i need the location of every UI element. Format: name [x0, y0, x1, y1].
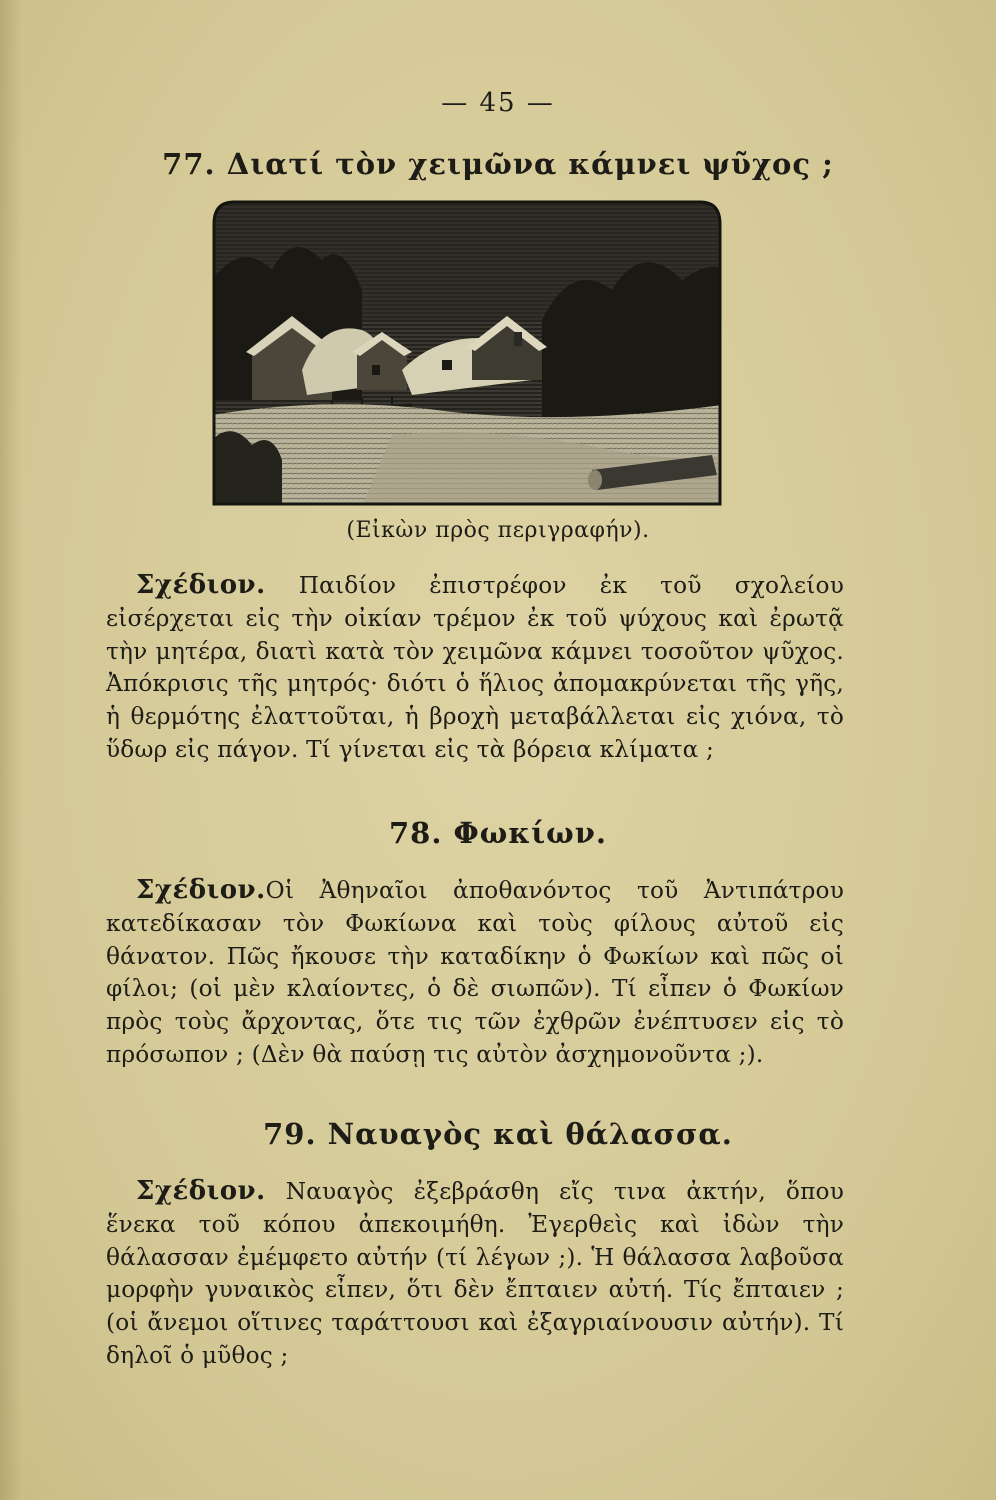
section-78-paragraph	[106, 874, 844, 1072]
winter-village-engraving	[212, 200, 722, 506]
section-79-body: Ναυαγὸς ἐξεβράσθη εἴς τινα ἀκτήν, ὅπου ἕνεκα τοῦ κόπου ἀπεκοιμήθη. Ἐγερθεὶς καὶ ἰδὼν τὴν θάλασσαν ἐμέμφετο αὐτήν (τί λέγων ;). Ἡ θάλασσα λαβοῦσα μορφὴν γυναικὸς εἶπεν, ὅτι δὲν ἔπταιεν αὐτή. Τίς ἔπταιεν ; (οἱ ἄνεμοι οἵτινες ταράττουσι καὶ ἐξαγριαίνουσιν αὐτήν). Τί δηλοῖ ὁ μῦθος ;	[106, 1178, 844, 1369]
section-78-body: Οἱ Ἀθηναῖοι ἀποθανόντος τοῦ Ἀντιπάτρου κατεδίκασαν τὸν Φωκίωνα καὶ τοὺς φίλους αὐτοῦ εἰς θάνατον. Πῶς ἤκουσε τὴν καταδίκην ὁ Φωκίων καὶ πῶς οἱ φίλοι; (οἱ μὲν κλαίοντες, ὁ δὲ σιωπῶν). Τί εἶπεν ὁ Φωκίων πρὸς τοὺς ἄρχοντας, ὅτε τις τῶν ἐχθρῶν ἐνέπτυσεν εἰς τὸ πρόσωπον ; (Δὲν θὰ παύσῃ τις αὐτὸν ἀσχημονοῦντα ;).	[106, 877, 844, 1068]
page-number: — 45 —	[441, 88, 555, 118]
section-77-lead: Σχέδιον.	[136, 570, 266, 600]
section-78-lead: Σχέδιον.	[136, 875, 266, 905]
section-78-title: 78. Φωκίων.	[388, 816, 608, 850]
section-77-body: Παιδίον ἐπιστρέφον ἐκ τοῦ σχολείου εἰσέρχεται εἰς τὴν οἰκίαν τρέμον ἐκ τοῦ ψύχους καὶ ἐρωτᾷ τὴν μητέρα, διατὶ κατὰ τὸν χειμῶνα κάμνει τοσοῦτον ψῦχος. Ἀπόκρισις τῆς μητρός· διότι ὁ ἥλιος ἀπομακρύνεται τῆς γῆς, ἡ θερμότης ἐλαττοῦται, ἡ βροχὴ μεταβάλλεται εἰς χιόνα, τὸ ὕδωρ εἰς πάγον. Τί γίνεται εἰς τὰ βόρεια κλίματα ;	[106, 572, 844, 763]
section-79-title: 79. Ναυαγὸς καὶ θάλασσα.	[263, 1117, 733, 1151]
page-fold-shadow	[0, 0, 22, 1500]
section-77-title: 77. Διατί τὸν χειμῶνα κάμνει ψῦχος ;	[162, 147, 834, 181]
section-79-paragraph	[106, 1175, 844, 1373]
section-79-lead: Σχέδιον.	[136, 1176, 266, 1206]
engraving-caption: (Εἰκὼν πρὸς περιγραφήν).	[346, 518, 650, 543]
section-77-paragraph	[106, 569, 844, 767]
